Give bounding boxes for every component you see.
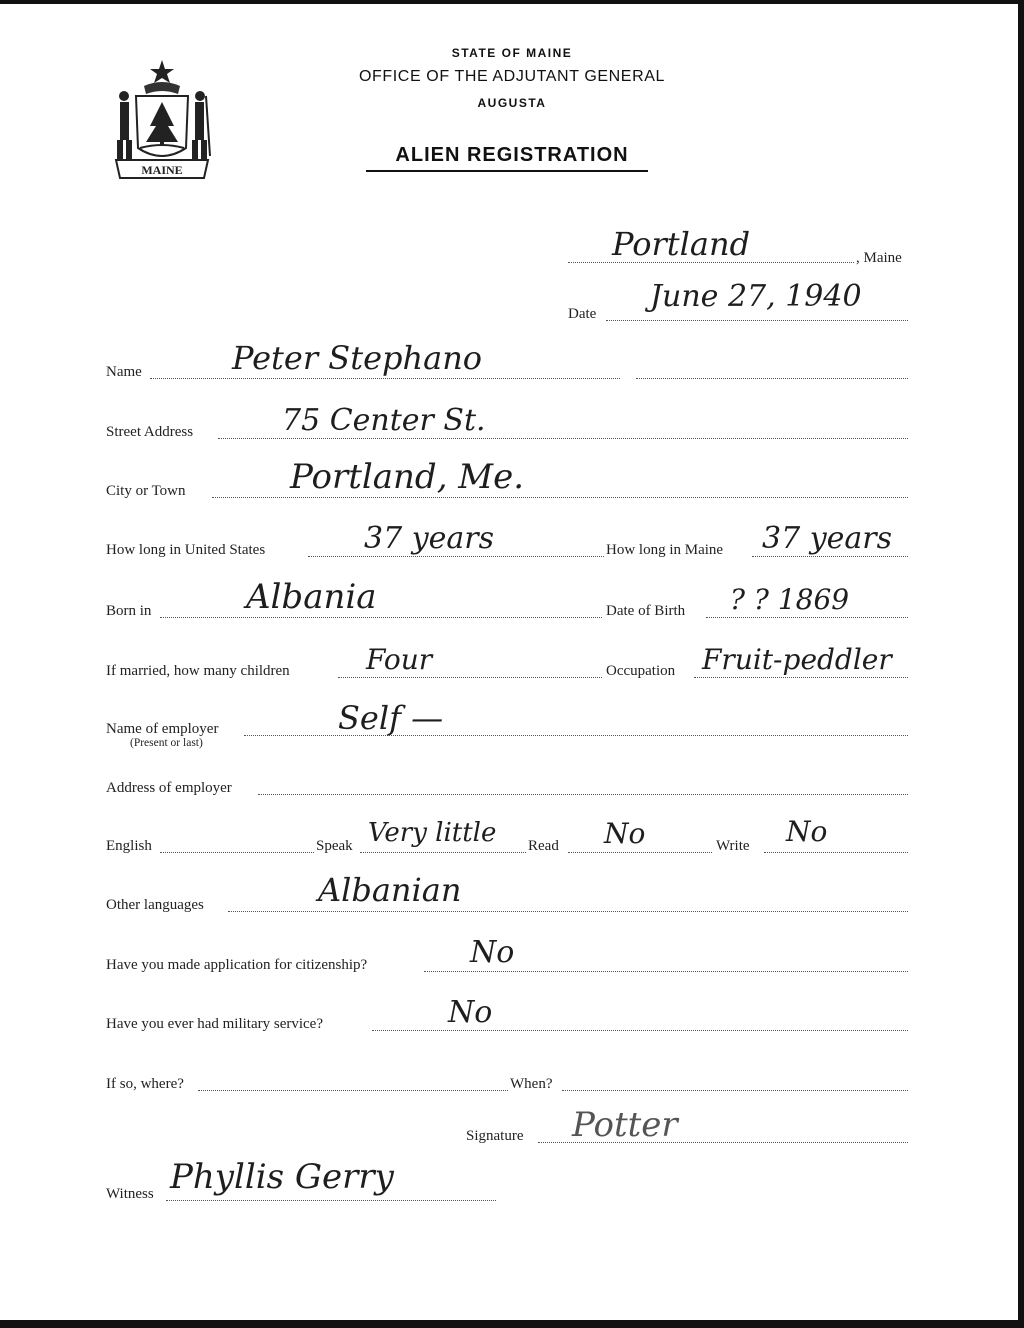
children-line	[338, 677, 602, 678]
us-duration-value: 37 years	[364, 521, 495, 556]
maine-duration-value: 37 years	[762, 521, 893, 556]
english-label: English	[106, 838, 152, 854]
other-languages-label: Other languages	[106, 897, 204, 913]
write-line	[764, 852, 908, 853]
street-line	[218, 438, 908, 439]
date-line	[606, 320, 908, 321]
born-in-label: Born in	[106, 603, 152, 619]
citizenship-value: No	[470, 935, 515, 970]
other-languages-value: Albanian	[318, 871, 462, 909]
city-label: City or Town	[106, 483, 186, 499]
where-line	[198, 1090, 508, 1091]
place-suffix-label: , Maine	[856, 250, 902, 266]
employer-sublabel: (Present or last)	[130, 737, 203, 749]
place-value: Portland	[612, 225, 751, 263]
city-value: Portland, Me.	[290, 457, 525, 497]
dob-value: ? ? 1869	[730, 583, 850, 616]
children-value: Four	[366, 643, 433, 676]
date-value: June 27, 1940	[650, 279, 862, 314]
military-label: Have you ever had military service?	[106, 1016, 323, 1032]
header-city: AUGUSTA	[477, 96, 547, 110]
read-label: Read	[528, 838, 559, 854]
write-value: No	[786, 815, 828, 848]
read-value: No	[604, 817, 646, 850]
read-line	[568, 852, 712, 853]
signature-label: Signature	[466, 1128, 524, 1144]
occupation-value: Fruit-peddler	[702, 643, 892, 676]
scan-border-right	[1018, 0, 1024, 1328]
form-title: ALIEN REGISTRATION	[395, 144, 629, 166]
city-line	[212, 497, 908, 498]
maine-duration-line	[752, 556, 908, 557]
dob-label: Date of Birth	[606, 603, 686, 619]
occupation-line	[694, 677, 908, 678]
name-value: Peter Stephano	[232, 339, 483, 377]
employer-address-label: Address of employer	[106, 780, 232, 796]
maine-duration-label: How long in Maine	[606, 542, 724, 558]
military-line	[372, 1030, 908, 1031]
maine-state-seal-icon	[106, 56, 218, 186]
name-line-2	[636, 378, 908, 379]
employer-value: Self —	[338, 699, 444, 737]
witness-line	[166, 1200, 496, 1201]
born-in-line	[160, 617, 602, 618]
speak-line	[360, 852, 526, 853]
title-underline	[366, 170, 648, 172]
witness-label: Witness	[106, 1186, 154, 1202]
citizenship-label: Have you made application for citizenship?	[106, 957, 368, 973]
where-label: If so, where?	[106, 1076, 184, 1092]
street-value: 75 Center St.	[282, 403, 486, 438]
employer-label: Name of employer	[106, 721, 219, 737]
witness-value: Phyllis Gerry	[170, 1157, 394, 1197]
us-duration-line	[308, 556, 604, 557]
header-office: OFFICE OF THE ADJUTANT GENERAL	[358, 68, 666, 85]
name-label: Name	[106, 364, 142, 380]
scan-border-top	[0, 0, 1024, 4]
name-line	[150, 378, 620, 379]
occupation-label: Occupation	[606, 663, 676, 679]
us-duration-label: How long in United States	[106, 542, 266, 558]
employer-address-line	[258, 794, 908, 795]
english-line	[160, 852, 314, 853]
military-value: No	[448, 995, 493, 1030]
children-label: If married, how many children	[106, 663, 290, 679]
street-label: Street Address	[106, 424, 194, 440]
speak-label: Speak	[316, 838, 353, 854]
speak-value: Very little	[368, 818, 497, 848]
when-label: When?	[510, 1076, 553, 1092]
dob-line	[706, 617, 908, 618]
scan-border-bottom	[0, 1320, 1024, 1328]
citizenship-line	[424, 971, 908, 972]
seal-lettering: MAINE	[141, 163, 183, 177]
when-line	[562, 1090, 908, 1091]
born-in-value: Albania	[246, 577, 377, 617]
header-state: STATE OF MAINE	[451, 46, 573, 60]
other-languages-line	[228, 911, 908, 912]
signature-value: Potter	[572, 1105, 678, 1145]
write-label: Write	[716, 838, 750, 854]
date-label: Date	[568, 306, 597, 322]
